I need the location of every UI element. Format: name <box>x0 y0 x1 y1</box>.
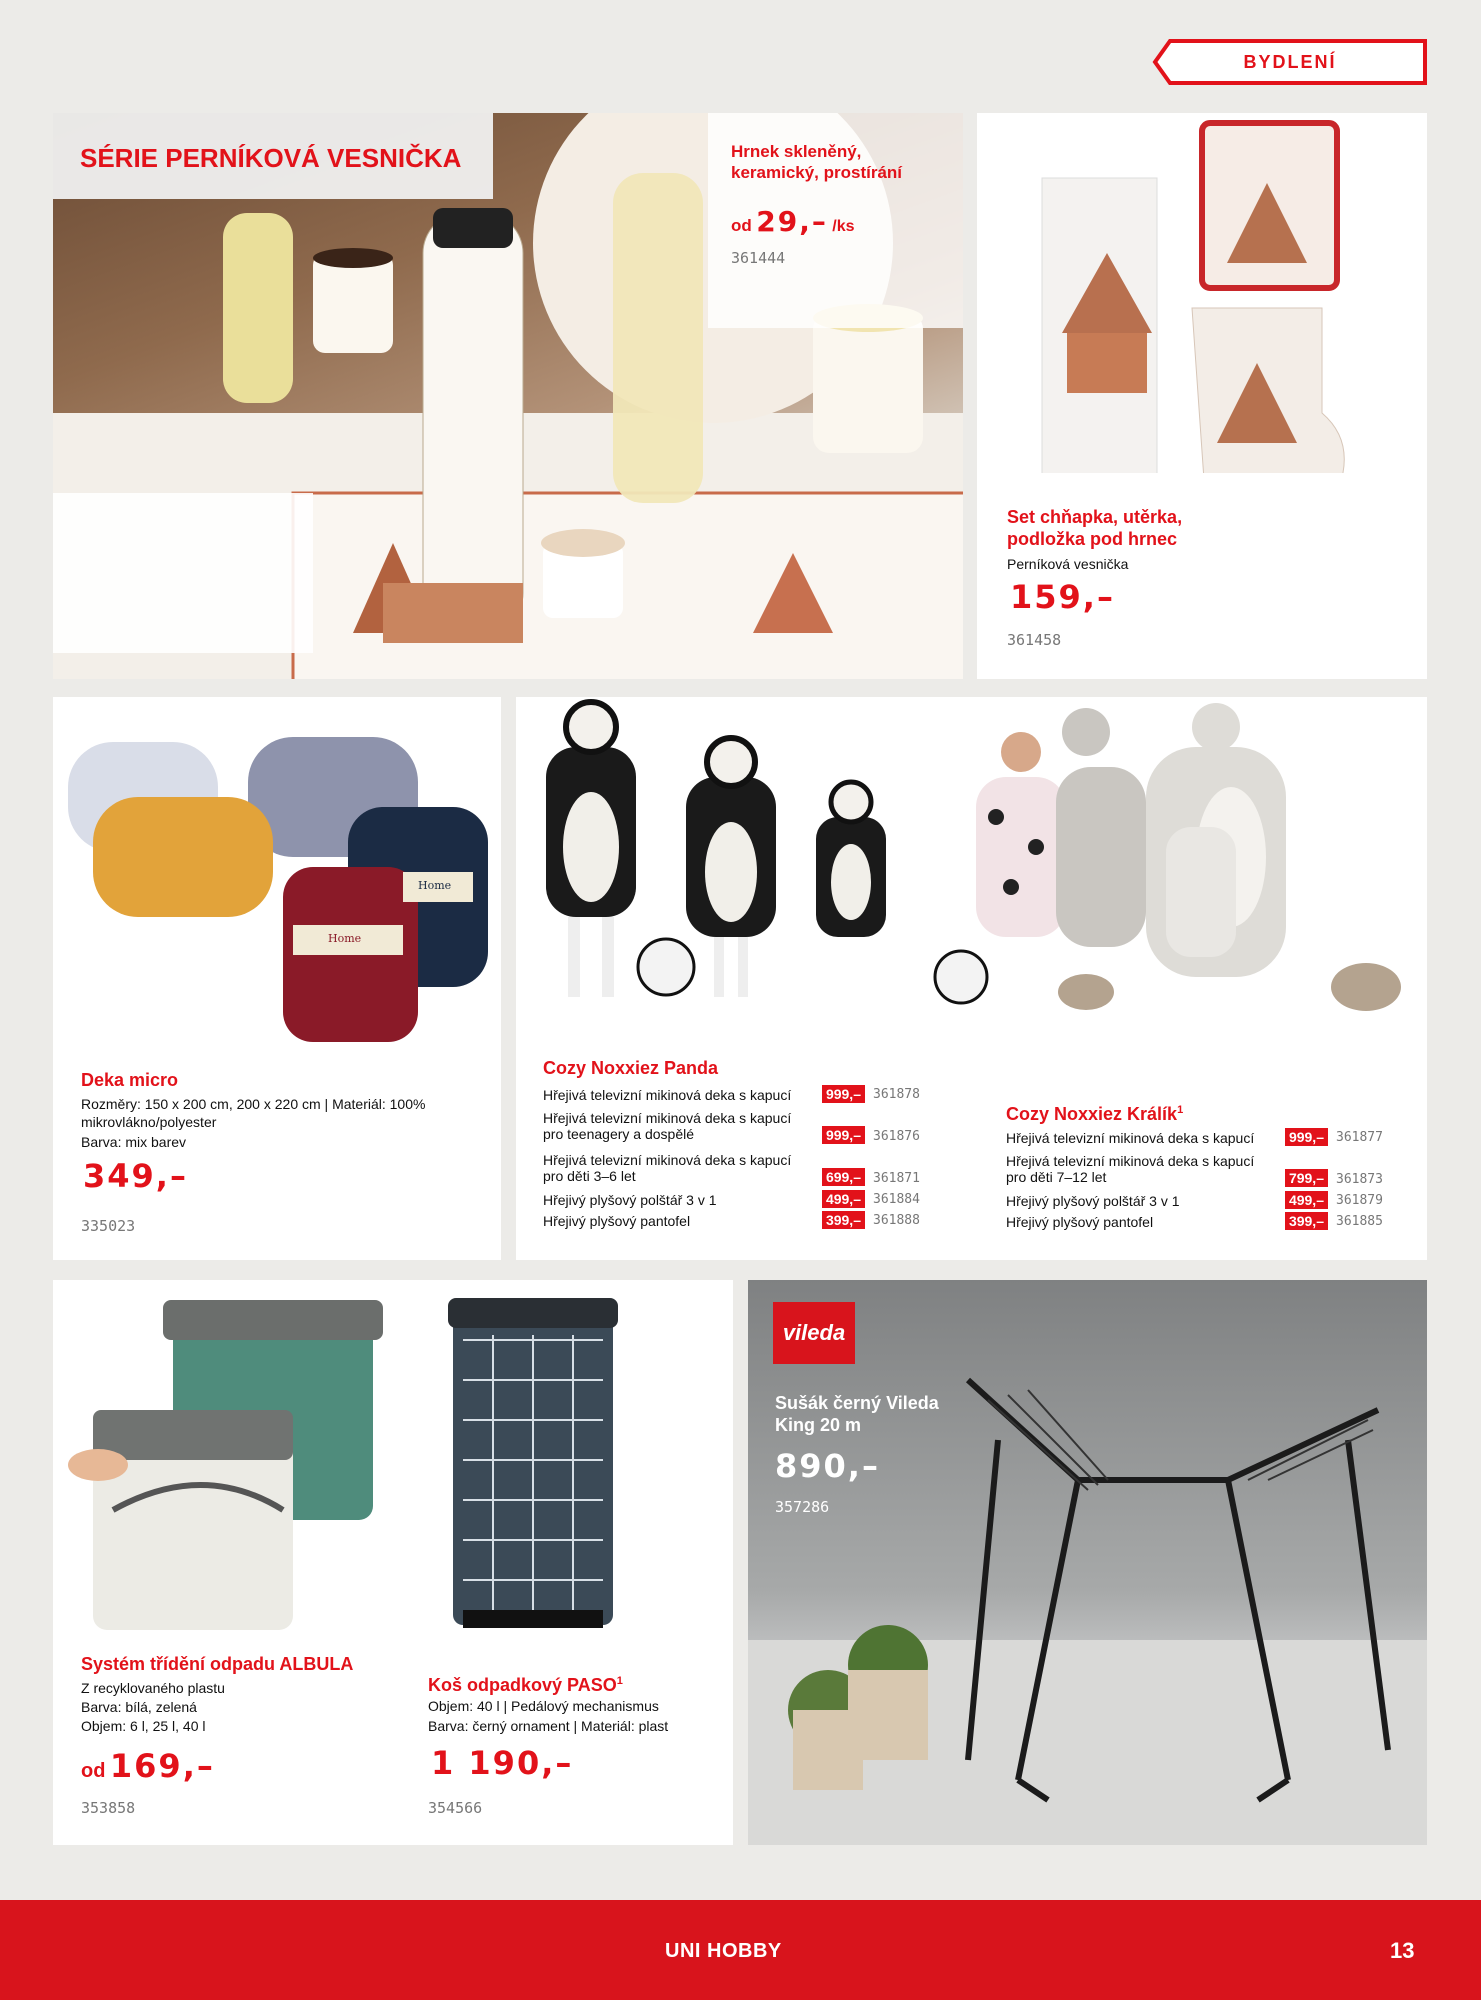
rabbit-row-code: 361877 <box>1336 1130 1383 1145</box>
rabbit-sup: 1 <box>1177 1104 1184 1116</box>
rabbit-table <box>1006 1127 1396 1232</box>
panda-row-price: 999,– <box>822 1085 865 1103</box>
panda-row-desc: Hřejivá televizní mikinová deka s kapucí pro děti 3–6 let <box>543 1152 792 1184</box>
hero-promo-price-line <box>731 205 855 238</box>
section-tab <box>1152 38 1428 86</box>
vileda-logo-text: vileda <box>782 1320 846 1345</box>
set-subtitle: Perníková vesnička <box>1007 556 1129 572</box>
hero-title-banner <box>53 113 493 199</box>
rabbit-row-price: 999,– <box>1285 1128 1328 1146</box>
footer-logo <box>665 1940 782 1963</box>
rabbit-row-price: 799,– <box>1285 1169 1328 1187</box>
albula-line1: Z recyklovaného plastu <box>81 1680 225 1696</box>
hero-promo-prefix: od <box>731 216 752 235</box>
vileda-logo <box>773 1302 855 1364</box>
blanket-title: Deka micro <box>81 1070 179 1090</box>
albula-price-line <box>81 1747 215 1785</box>
panda-row-code: 361878 <box>873 1087 920 1102</box>
panda-row <box>543 1105 933 1147</box>
footer-bar <box>0 1900 1481 2000</box>
panda-row-desc: Hřejivý plyšový pantofel <box>543 1212 691 1229</box>
rabbit-row <box>1006 1127 1396 1148</box>
hero-promo-unit: /ks <box>832 218 855 235</box>
bins-photo <box>53 1280 733 1640</box>
panda-row-price: 399,– <box>822 1211 865 1229</box>
blanket-price: 349,– <box>83 1157 188 1195</box>
albula-code: 353858 <box>81 1799 136 1817</box>
rabbit-title: Cozy Noxxiez Králík <box>1006 1104 1178 1124</box>
rabbit-row-desc: Hřejivý plyšový pantofel <box>1006 1213 1154 1230</box>
blanket-code: 335023 <box>81 1217 136 1235</box>
albula-line3: Objem: 6 l, 25 l, 40 l <box>81 1718 206 1734</box>
rabbit-row <box>1006 1211 1396 1232</box>
panda-row <box>543 1084 933 1105</box>
blanket-photo <box>53 697 501 1057</box>
rabbit-row-code: 361885 <box>1336 1214 1383 1229</box>
rabbit-row-desc: Hřejivý plyšový polštář 3 v 1 <box>1006 1192 1180 1209</box>
vileda-photo <box>748 1280 1427 1845</box>
set-price: 159,– <box>1010 578 1115 616</box>
set-panel <box>977 113 1427 679</box>
panda-row-code: 361888 <box>873 1213 920 1228</box>
panda-row-code: 361876 <box>873 1129 920 1144</box>
set-photo <box>977 113 1427 473</box>
hero-promo-box <box>708 113 963 328</box>
rabbit-row <box>1006 1148 1396 1190</box>
rabbit-row-code: 361873 <box>1336 1172 1383 1187</box>
set-code: 361458 <box>1007 631 1062 649</box>
bins-panel <box>53 1280 733 1845</box>
vileda-code: 357286 <box>775 1498 830 1516</box>
blanket-panel <box>53 697 501 1260</box>
hero-title: SÉRIE PERNÍKOVÁ VESNIČKA <box>80 143 462 173</box>
blanket-label-1: Home <box>328 932 362 945</box>
rabbit-row <box>1006 1190 1396 1211</box>
panda-table <box>543 1084 933 1231</box>
blanket-line2: Barva: mix barev <box>81 1134 187 1150</box>
panda-row <box>543 1189 933 1210</box>
albula-title: Systém třídění odpadu ALBULA <box>81 1654 354 1674</box>
vileda-title: Sušák černý Vileda King 20 m <box>775 1393 939 1435</box>
panda-row <box>543 1147 933 1189</box>
panda-row-price: 499,– <box>822 1190 865 1208</box>
albula-prefix: od <box>81 1760 106 1782</box>
vileda-panel <box>748 1280 1427 1845</box>
blanket-line1: Rozměry: 150 x 200 cm, 200 x 220 cm | Materiál: 100% mikrovlákno/polyester <box>81 1096 426 1130</box>
paso-sup: 1 <box>616 1675 623 1687</box>
hero-promo-title: Hrnek skleněný, keramický, prostírání <box>731 142 903 182</box>
paso-title-line <box>428 1670 623 1697</box>
paso-line1: Objem: 40 l | Pedálový mechanismus <box>428 1698 659 1714</box>
set-title: Set chňapka, utěrka, podložka pod hrnec <box>1007 507 1183 549</box>
paso-code: 354566 <box>428 1799 483 1817</box>
noxxiez-photo <box>516 687 1427 1027</box>
albula-price: 169,– <box>109 1747 215 1785</box>
blanket-label-2: Home <box>418 879 452 892</box>
panda-row-code: 361871 <box>873 1171 920 1186</box>
hero-photo <box>53 113 963 679</box>
panda-row-desc: Hřejivý plyšový polštář 3 v 1 <box>543 1191 717 1208</box>
panda-row-price: 999,– <box>822 1126 865 1144</box>
footer-logo-text: UNI HOBBY <box>665 1940 782 1962</box>
paso-price: 1 190,– <box>431 1744 574 1782</box>
vileda-price: 890,– <box>775 1447 880 1485</box>
hero-promo-price: 29,– <box>756 205 828 238</box>
panda-row <box>543 1210 933 1231</box>
panda-row-desc: Hřejivá televizní mikinová deka s kapucí <box>543 1086 792 1103</box>
rabbit-row-desc: Hřejivá televizní mikinová deka s kapucí pro děti 7–12 let <box>1006 1153 1255 1185</box>
panda-row-desc: Hřejivá televizní mikinová deka s kapucí pro teenagery a dospělé <box>543 1110 792 1142</box>
rabbit-row-code: 361879 <box>1336 1193 1383 1208</box>
paso-title: Koš odpadkový PASO <box>428 1675 617 1695</box>
panda-row-price: 699,– <box>822 1168 865 1186</box>
rabbit-title-line <box>1006 1099 1183 1126</box>
rabbit-row-price: 399,– <box>1285 1212 1328 1230</box>
page-number: 13 <box>1390 1938 1415 1963</box>
paso-line2: Barva: černý ornament | Materiál: plast <box>428 1718 669 1734</box>
rabbit-row-price: 499,– <box>1285 1191 1328 1209</box>
noxxiez-panel <box>516 697 1427 1260</box>
albula-line2: Barva: bílá, zelená <box>81 1699 197 1715</box>
hero-promo-code: 361444 <box>731 249 786 267</box>
panda-title: Cozy Noxxiez Panda <box>543 1058 719 1078</box>
panda-row-code: 361884 <box>873 1192 920 1207</box>
section-label: BYDLENÍ <box>1243 52 1337 72</box>
rabbit-row-desc: Hřejivá televizní mikinová deka s kapucí <box>1006 1129 1255 1146</box>
